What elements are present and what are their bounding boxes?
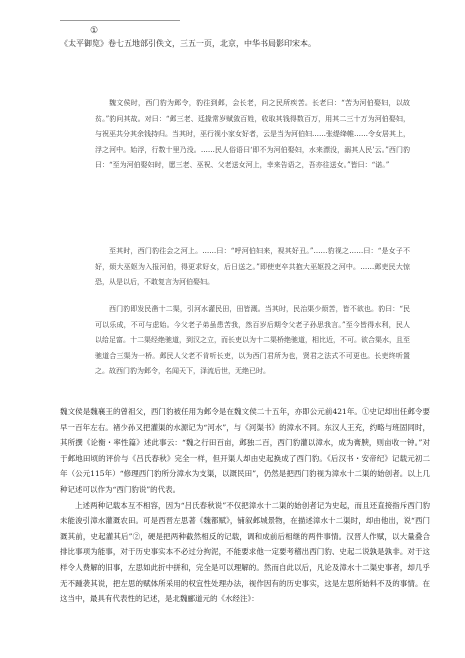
quote-paragraph-1: 魏文侯时，西门豹为邺令，豹往到邺，会长老，问之民所疾苦。长老曰：“苦为河伯娶妇，以故贫。”豹问其故。对曰：“邺三老、廷掾常岁赋敛百姓，收取其钱得数百万，用其二三十万为河伯娶妇，与祝巫共分其余钱持归。当其时，巫行视小家女好者，云是当为河伯妇……张缇绛帷……令女居其上，浮之河中。始浮，行数十里乃没。……民人俗语曰‘即不为河伯娶妇，水来漂没，溺其人民’云。”西门豹曰：“至为河伯娶妇时，愿三老、巫祝、父老送女河上，幸来告语之，吾亦往送女。”皆曰：“诺。”: [95, 99, 410, 169]
quote-block-1: [95, 96, 410, 174]
body-paragraph-2: 上述两种记载本互不相容，因为“吕氏春秋说”不仅把漳水十二渠的始创者记为史起，而且还直接指斥西门豹未能浚引漳水灌溉农田。可是西晋左思著《魏都赋》，铺叙邺城景物，在描述漳水十二渠时，却由他出，说“西门溉其前，史起灌其后”②，硬是把两种截然相反的记载，调和成前后相继的两件事情。汉晋人作赋，以大量叠合排比事项为能事，对于历史事实本不必过分拘泥，不能要求他一定要考稽出西门豹、史起二说孰是孰非。对于这样令人费解的旧事，左思如此折中拼和，完全是可以理解的。然而自此以后，凡论及漳水十二渠史事者，却几乎无不踵袭其说，把左思的赋体所采用的权宜性处理办法，视作因有的历史事实，这是左思所始料不及的事情。在这当中，最具有代表性的记述，是北魏郦道元的《水经注》：: [60, 500, 430, 604]
footnote-text: 《太平御览》卷七五地部引佚文，三五一页，北京，中华书局影印宋本。: [60, 39, 316, 48]
quote-paragraph-3: 西门豹即发民凿十二渠，引河水灌民田，田皆溉。当其时，民治渠少烦苦，皆不欲也。豹曰：“民可以乐成，不可与虑始。今父老子弟虽患苦我，然百岁后期令父老子孙思我言。”至今皆得水利，民人以给足富。十二渠经绝驰道，到汉之立，而长吏以为十二渠桥绝驰道，相比近，不可。欲合渠水，且至驰道合三渠为一桥。邺民人父老不肯听长吏，以为西门君所为也，贤君之法式不可更也。长吏终听置之。故西门豹为邺令，名闻天下，泽流后世，无绝已时。: [95, 305, 410, 375]
body-text: [60, 404, 430, 607]
footnote-divider: [60, 20, 180, 21]
body-paragraph-1: 魏文侯是魏襄王的曾祖父，西门豹被任用为邺令是在魏文侯二十五年，亦即公元前421年。①史记却出任邺令要早一百年左右。褚少孙又把灌渠的水源记为“河水”，与《河渠书》的漳水不同。东汉人王充，约略与班固同时，其所撰《论衡・率性篇》述此事云：“魏之行田百亩，邺独二百，西门豹灌以漳水，成为膏腴，则亩收一钟。”对于邺地田顷的评价与《吕氏春秋》完全一样，但开渠人却由史起换成了西门豹。《后汉书・安帝纪》记载元初二年（公元115年）“修理西门豹所分漳水为支渠，以溉民田”，仍然是把西门豹视为漳水十二渠的始创者。以上几种记述可以作为“西门豹说”的代表。: [60, 407, 430, 494]
quote-block-3: [95, 302, 410, 380]
quote-paragraph-2: 至其时，西门豹往会之河上。……曰：“呼河伯妇来，视其好丑。”……豹视之……曰：“是女子不好，烦大巫妪为入报河伯，得更求好女，后日送之。”即使吏卒共抱大巫妪投之河中。……邺吏民大惊恐，从是以后，不敢复言为河伯娶妇。: [95, 247, 410, 286]
footnote-marker: ①: [90, 26, 99, 36]
quote-block-2: [95, 244, 410, 291]
